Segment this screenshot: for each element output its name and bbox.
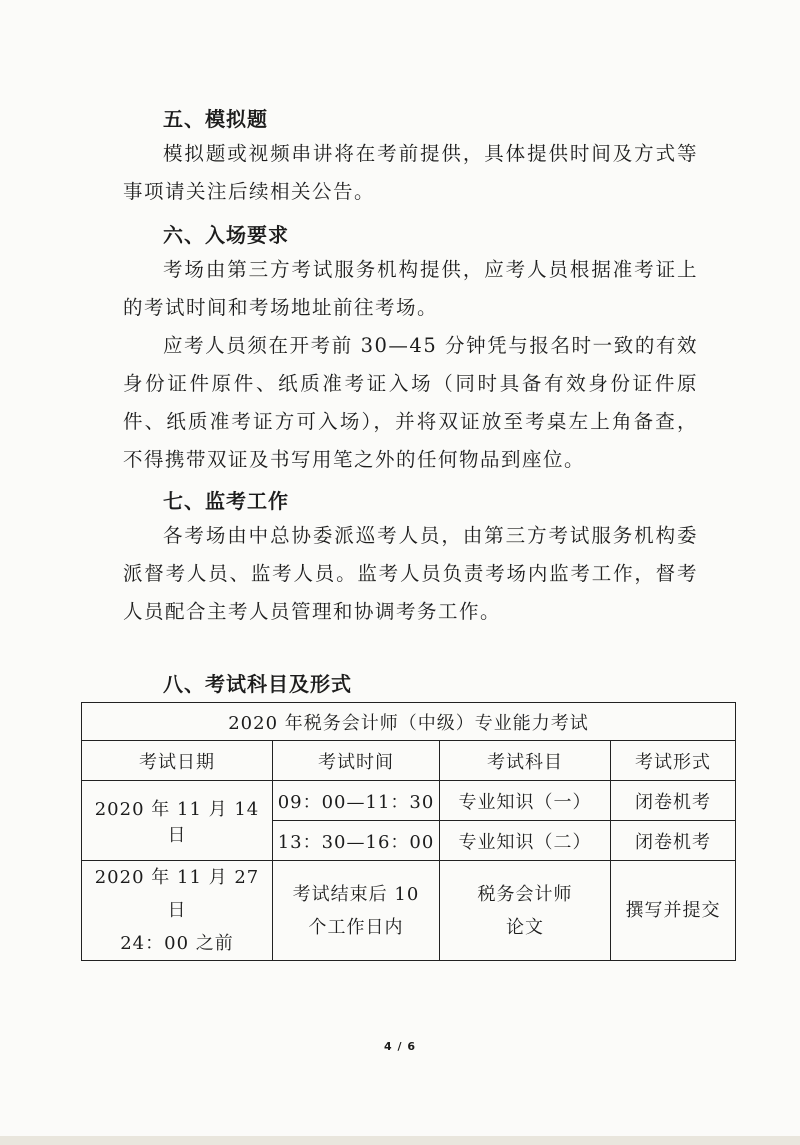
exam-subject-cell: 专业知识（一） [440, 781, 611, 821]
exam-time-cell [273, 861, 440, 961]
exam-time-line: 考试结束后 10 [292, 883, 420, 905]
exam-subject-cell: 专业知识（二） [440, 821, 611, 861]
exam-form-cell: 闭卷机考 [611, 821, 736, 861]
exam-time-cell: 13：30—16：00 [273, 821, 440, 861]
exam-date-line: 2020 年 11 月 27 日 [94, 867, 260, 921]
section-heading-6: 六、入场要求 [163, 223, 289, 247]
page-number: 4 / 6 [384, 1040, 416, 1053]
exam-date-line: 24：00 之前 [120, 933, 234, 954]
exam-subject-line: 税务会计师 [477, 883, 573, 905]
header-exam-time: 考试时间 [273, 741, 440, 781]
exam-form-cell: 闭卷机考 [611, 781, 736, 821]
section-6-paragraph-1: 考场由第三方考试服务机构提供，应考人员根据准考证上的考试时间和考场地址前往考场。 [123, 258, 698, 319]
exam-date-cell [82, 861, 273, 961]
table-row [82, 861, 736, 961]
section-7-paragraph: 各考场由中总协委派巡考人员，由第三方考试服务机构委派督考人员、监考人员。监考人员负责考场内监考工作，督考人员配合主考人员管理和协调考务工作。 [123, 524, 698, 623]
header-exam-date: 考试日期 [82, 741, 273, 781]
exam-time-cell: 09：00—11：30 [273, 781, 440, 821]
table-caption: 2020 年税务会计师（中级）专业能力考试 [82, 703, 736, 741]
section-6-paragraph-2: 应考人员须在开考前 30—45 分钟凭与报名时一致的有效身份证件原件、纸质准考证入场（同时具备有效身份证件原件、纸质准考证方可入场），并将双证放至考桌左上角备查，不得携带双证及书写用笔之外的任何物品到座位。 [123, 334, 698, 471]
table-row [82, 781, 736, 821]
exam-form-cell: 撰写并提交 [611, 861, 736, 961]
page-bottom-edge [0, 1136, 800, 1145]
header-exam-subject: 考试科目 [440, 741, 611, 781]
section-heading-8: 八、考试科目及形式 [163, 672, 352, 696]
exam-date-cell: 2020 年 11 月 14 日 [82, 781, 273, 861]
exam-subject-cell [440, 861, 611, 961]
section-heading-7: 七、监考工作 [163, 489, 289, 513]
section-5-paragraph: 模拟题或视频串讲将在考前提供，具体提供时间及方式等事项请关注后续相关公告。 [123, 142, 698, 203]
exam-subject-line: 论文 [506, 916, 544, 938]
header-exam-form: 考试形式 [611, 741, 736, 781]
exam-time-line: 个工作日内 [308, 916, 404, 938]
section-heading-5: 五、模拟题 [163, 107, 268, 131]
exam-schedule-table [81, 702, 736, 961]
